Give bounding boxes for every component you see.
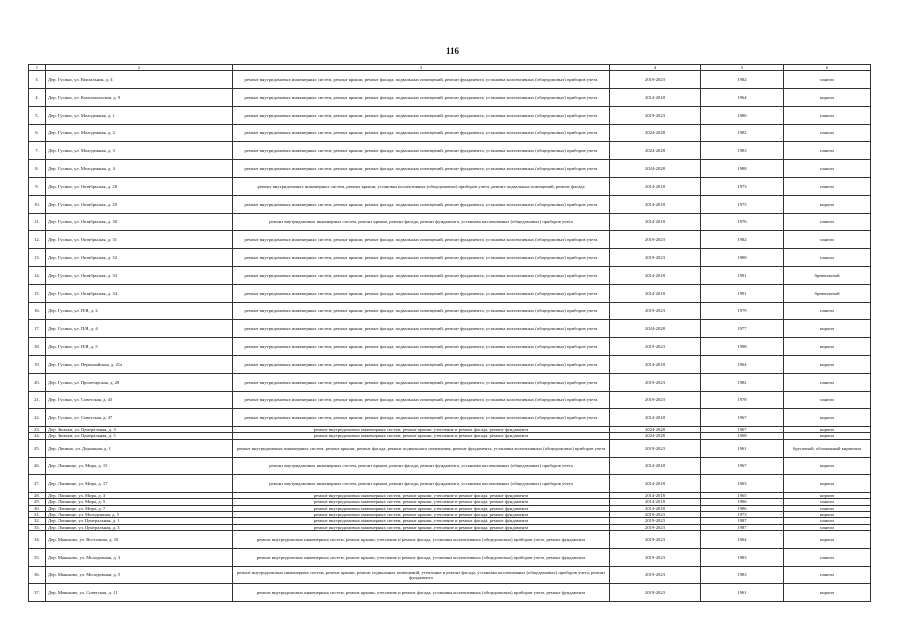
repair-period-cell: 2019-2023 [610, 373, 701, 391]
work-description-cell: ремонт внутридомовых инженерных систем, ремонт крыши, ремонт фасада, подвальных помещений, ремонт фундамента, установка коллективных (общедомовых) приборов учета [233, 391, 610, 409]
address-cell: Дер. Гусино, ул. Молодежная, д. 2 [46, 124, 233, 142]
row-number: 21. [29, 391, 46, 409]
row-number: 10. [29, 195, 46, 213]
table-row [29, 231, 871, 249]
build-year-cell: 1963 [701, 475, 784, 493]
column-header: 1 [29, 65, 46, 71]
address-cell: Дер. Гусино, ул. Октябрьская, д. 29 [46, 195, 233, 213]
repair-period-cell: 2024-2028 [610, 427, 701, 433]
wall-material-cell: панели [784, 213, 871, 231]
table-row [29, 373, 871, 391]
wall-material-cell: панели [784, 505, 871, 511]
wall-material-cell: кирпич [784, 427, 871, 433]
repair-period-cell: 2024-2028 [610, 124, 701, 142]
build-year-cell: 1973 [701, 177, 784, 195]
wall-material-cell: панели [784, 499, 871, 505]
repair-period-cell: 2019-2023 [610, 439, 701, 457]
table-row [29, 584, 871, 602]
wall-material-cell: панели [784, 249, 871, 267]
repair-period-cell: 2019-2023 [610, 524, 701, 530]
row-number: 4. [29, 89, 46, 107]
repair-period-cell: 2014-2018 [610, 89, 701, 107]
row-number: 7. [29, 142, 46, 160]
wall-material-cell: бревенчатый [784, 284, 871, 302]
housing-repair-table [28, 64, 871, 602]
build-year-cell: 1983 [701, 548, 784, 566]
row-number: 37. [29, 584, 46, 602]
work-description-cell: ремонт внутридомовых инженерных систем, ремонт крыши, ремонт фасада, подвальных помещений, ремонт фундамента, установка коллективных (общедомовых) приборов учета [233, 249, 610, 267]
work-description-cell: ремонт внутридомовых инженерных систем, ремонт крыши, ремонт фасада, подвальных помещений, ремонт фундамента, установка коллективных (общедомовых) приборов учета [233, 160, 610, 178]
repair-period-cell: 2019-2023 [610, 566, 701, 584]
row-number: 6. [29, 124, 46, 142]
row-number: 23. [29, 427, 46, 433]
wall-material-cell: кирпич [784, 512, 871, 518]
address-cell: Дер. Гусино, ул. Октябрьская, д. 31 [46, 231, 233, 249]
build-year-cell: 1975 [701, 195, 784, 213]
build-year-cell: 1986 [701, 499, 784, 505]
build-year-cell: 1991 [701, 284, 784, 302]
address-cell: Дер. Гусино, ул. Молодежная, д. 1 [46, 106, 233, 124]
work-description-cell: ремонт внутридомовых инженерных систем, ремонт крыши, утепление и ремонт фасада, ремонт фундамента [233, 499, 610, 505]
address-cell: Дер. Зюзьки, ул. Центральная, д. 3 [46, 427, 233, 433]
wall-material-cell: панели [784, 373, 871, 391]
build-year-cell: 1980 [701, 106, 784, 124]
wall-material-cell: кирпич [784, 355, 871, 373]
build-year-cell: 1967 [701, 409, 784, 427]
wall-material-cell: панели [784, 518, 871, 524]
work-description-cell: ремонт внутридомовых инженерных систем, ремонт крыши, ремонт фасада, подвальных помещений, ремонт фундамента, установка коллективных (общедомовых) приборов учета [233, 124, 610, 142]
wall-material-cell: панели [784, 302, 871, 320]
address-cell: Дер. Маньково, ул. Молодежная, д. 5 [46, 566, 233, 584]
repair-period-cell: 2019-2023 [610, 249, 701, 267]
build-year-cell: 1991 [701, 266, 784, 284]
build-year-cell: 1982 [701, 373, 784, 391]
build-year-cell: 1964 [701, 355, 784, 373]
table-row [29, 142, 871, 160]
work-description-cell: ремонт внутридомовых инженерных систем, ремонт крыши, ремонт фасада, ремонт фундамента, установка коллективных (общедомовых) приборов учета [233, 457, 610, 475]
address-cell: Дер. Гусино, ул. Молодежная, д. 4 [46, 160, 233, 178]
build-year-cell: 1998 [701, 338, 784, 356]
repair-period-cell: 2019-2023 [610, 338, 701, 356]
work-description-cell: ремонт внутридомовых инженерных систем, ремонт крыши, утепление и ремонт фасада, ремонт фундамента [233, 505, 610, 511]
row-number: 30. [29, 505, 46, 511]
table-row [29, 249, 871, 267]
wall-material-cell: кирпич [784, 584, 871, 602]
address-cell: Дер. Лоинище, ул. Мира, д. 3 [46, 493, 233, 499]
build-year-cell: 1964 [701, 530, 784, 548]
row-number: 5. [29, 106, 46, 124]
work-description-cell: ремонт внутридомовых инженерных систем, ремонт крыши, утепление и ремонт фасада, ремонт фундамента [233, 433, 610, 439]
work-description-cell: ремонт внутридомовых инженерных систем, ремонт крыши, ремонт подвальных помещений, утепление и ремонт фасада, установка коллективных (общедомовых) приборов учета, ремонт фундамента [233, 566, 610, 584]
row-number: 8. [29, 160, 46, 178]
table-row [29, 89, 871, 107]
repair-period-cell: 2014-2018 [610, 266, 701, 284]
build-year-cell: 1979 [701, 302, 784, 320]
row-number: 12. [29, 231, 46, 249]
work-description-cell: ремонт внутридомовых инженерных систем, ремонт крыши, ремонт фасада, подвальных помещений, ремонт фундамента, установка коллективных (общедомовых) приборов учета [233, 231, 610, 249]
table-row [29, 355, 871, 373]
row-number: 9. [29, 177, 46, 195]
row-number: 17. [29, 320, 46, 338]
build-year-cell: 1982 [701, 71, 784, 89]
table-row [29, 213, 871, 231]
address-cell: Дер. Маньково, ул. Советская, д. 11 [46, 584, 233, 602]
build-year-cell: 1982 [701, 231, 784, 249]
wall-material-cell: брусчатый, обложенный кирпичом [784, 439, 871, 457]
work-description-cell: ремонт внутридомовых инженерных систем, ремонт крыши, ремонт фасада, подвальных помещений, ремонт фундамента, установка коллективных (общедомовых) приборов учета [233, 266, 610, 284]
row-number: 20. [29, 373, 46, 391]
page-number: 116 [445, 46, 459, 56]
table-row [29, 475, 871, 493]
row-number: 28. [29, 493, 46, 499]
row-number: 32. [29, 518, 46, 524]
wall-material-cell: панели [784, 124, 871, 142]
table-row [29, 566, 871, 584]
address-cell: Дер. Зюзьки, ул. Центральная, д. 5 [46, 433, 233, 439]
address-cell: Дер. Лоинище, ул. Мира, д. 5 [46, 499, 233, 505]
work-description-cell: ремонт внутридомовых инженерных систем, ремонт крыши, ремонт фасада, подвальных помещений, ремонт фундамента, установка коллективных (общедомовых) приборов учета [233, 320, 610, 338]
repair-period-cell: 2019-2023 [610, 71, 701, 89]
table-row [29, 548, 871, 566]
address-cell: Дер. Лоинище, ул. Молодежная, д. 5 [46, 512, 233, 518]
wall-material-cell: панели [784, 177, 871, 195]
build-year-cell: 1977 [701, 320, 784, 338]
address-cell: Дер. Гусино, ул. Пролетарская, д. 28 [46, 373, 233, 391]
build-year-cell: 1987 [701, 518, 784, 524]
repair-period-cell: 2014-2018 [610, 457, 701, 475]
build-year-cell: 1983 [701, 142, 784, 160]
table-row [29, 302, 871, 320]
address-cell: Дер. Гусино, ул. П/Я, д. 5 [46, 338, 233, 356]
build-year-cell: 1987 [701, 524, 784, 530]
address-cell: Дер. Маньково, ул. Восточная, д. 10 [46, 530, 233, 548]
work-description-cell: ремонт внутридомовых инженерных систем, ремонт крыши, установка коллективных (общедомовых) приборов учета, ремонт подвальных помещений, ремонт фасада [233, 177, 610, 195]
wall-material-cell: кирпич [784, 475, 871, 493]
wall-material-cell: панели [784, 160, 871, 178]
repair-period-cell: 2019-2023 [610, 548, 701, 566]
row-number: 34. [29, 530, 46, 548]
row-number: 33. [29, 524, 46, 530]
column-header: 2 [46, 65, 233, 71]
wall-material-cell: панели [784, 231, 871, 249]
build-year-cell: 1961 [701, 439, 784, 457]
wall-material-cell: кирпич [784, 195, 871, 213]
repair-period-cell: 2019-2023 [610, 530, 701, 548]
address-cell: Дер. Липино, ул. Дорожная, д. 1 [46, 439, 233, 457]
column-header: 3 [233, 65, 610, 71]
row-number: 11. [29, 213, 46, 231]
row-number: 29. [29, 499, 46, 505]
address-cell: Дер. Гусино, ул. Советская, д. 47 [46, 409, 233, 427]
table-row [29, 530, 871, 548]
repair-period-cell: 2019-2023 [610, 584, 701, 602]
table-row [29, 266, 871, 284]
work-description-cell: ремонт внутридомовых инженерных систем, ремонт крыши, ремонт фасада, подвальных помещений, ремонт фундамента, установка коллективных (общедомовых) приборов учета [233, 302, 610, 320]
wall-material-cell: кирпич [784, 89, 871, 107]
build-year-cell: 1961 [701, 584, 784, 602]
row-number: 25. [29, 439, 46, 457]
table-row [29, 71, 871, 89]
repair-period-cell: 2014-2018 [610, 493, 701, 499]
repair-period-cell: 2014-2018 [610, 284, 701, 302]
address-cell: Дер. Лоинище, ул. Центральная, д. 3 [46, 524, 233, 530]
table-row [29, 338, 871, 356]
table-row [29, 439, 871, 457]
address-cell: Дер. Гусино, ул. Молодежная, д. 3 [46, 142, 233, 160]
work-description-cell: ремонт внутридомовых инженерных систем, ремонт крыши, ремонт фасада, подвальных помещений, ремонт фундамента, установка коллективных (общедомовых) приборов учета [233, 355, 610, 373]
address-cell: Дер. Гусино, ул. Комсомольская, д. 9 [46, 89, 233, 107]
repair-period-cell: 2014-2018 [610, 499, 701, 505]
work-description-cell: ремонт внутридомовых инженерных систем, ремонт крыши, ремонт фасада, подвальных помещений, ремонт фундамента, установка коллективных (общедомовых) приборов учета [233, 106, 610, 124]
address-cell: Дер. Лоинище, ул. Мира, д. 17 [46, 475, 233, 493]
build-year-cell: 1964 [701, 89, 784, 107]
build-year-cell: 1973 [701, 512, 784, 518]
work-description-cell: ремонт внутридомовых инженерных систем, ремонт крыши, ремонт фасада, подвальных помещений, ремонт фундамента, установка коллективных (общедомовых) приборов учета [233, 195, 610, 213]
repair-period-cell: 2024-2028 [610, 433, 701, 439]
address-cell: Дер. Гусино, ул. П/Я, д. 2 [46, 302, 233, 320]
work-description-cell: ремонт внутридомовых инженерных систем, ремонт крыши, утепление и ремонт фасада, ремонт фундамента [233, 493, 610, 499]
repair-period-cell: 2014-2018 [610, 475, 701, 493]
row-number: 36. [29, 566, 46, 584]
repair-period-cell: 2014-2018 [610, 177, 701, 195]
wall-material-cell: бревенчатый [784, 266, 871, 284]
wall-material-cell: кирпич [784, 433, 871, 439]
table-row [29, 195, 871, 213]
work-description-cell: ремонт внутридомовых инженерных систем, ремонт крыши, утепление и ремонт фасада, установка коллективных (общедомовых) приборов учета, ремонт фундамента [233, 530, 610, 548]
build-year-cell: 1968 [701, 433, 784, 439]
wall-material-cell: кирпич [784, 457, 871, 475]
repair-period-cell: 2014-2018 [610, 409, 701, 427]
table-row [29, 409, 871, 427]
repair-period-cell: 2014-2018 [610, 195, 701, 213]
row-number: 19. [29, 355, 46, 373]
row-number: 27. [29, 475, 46, 493]
address-cell: Дер. Гусино, ул. Октябрьская, д. 28 [46, 177, 233, 195]
work-description-cell: ремонт внутридомовых инженерных систем, ремонт крыши, ремонт фасада, ремонт подвального помещения, ремонт фундамента, установка коллективных (общедомовых) приборов учета [233, 439, 610, 457]
wall-material-cell: кирпич [784, 320, 871, 338]
work-description-cell: ремонт внутридомовых инженерных систем, ремонт крыши, ремонт фасада, подвальных помещений, ремонт фундамента, установка коллективных (общедомовых) приборов учета [233, 142, 610, 160]
repair-period-cell: 2014-2018 [610, 505, 701, 511]
build-year-cell: 1983 [701, 566, 784, 584]
work-description-cell: ремонт внутридомовых инженерных систем, ремонт крыши, утепление и ремонт фасада, ремонт фундамента [233, 524, 610, 530]
row-number: 24. [29, 433, 46, 439]
address-cell: Дер. Лоинище, ул. Мира, д. 7 [46, 505, 233, 511]
work-description-cell: ремонт внутридомовых инженерных систем, ремонт крыши, утепление и ремонт фасада, установка коллективных (общедомовых) приборов учета, ремонт фундамента [233, 584, 610, 602]
build-year-cell: 1982 [701, 124, 784, 142]
work-description-cell: ремонт внутридомовых инженерных систем, ремонт крыши, ремонт фасада, ремонт фундамента, установка коллективных (общедомовых) приборов учета [233, 213, 610, 231]
row-number: 13. [29, 249, 46, 267]
repair-period-cell: 2019-2023 [610, 518, 701, 524]
row-number: 26. [29, 457, 46, 475]
work-description-cell: ремонт внутридомовых инженерных систем, ремонт крыши, ремонт фасада, подвальных помещений, ремонт фундамента, установка коллективных (общедомовых) приборов учета [233, 338, 610, 356]
table-row [29, 106, 871, 124]
work-description-cell: ремонт внутридомовых инженерных систем, ремонт крыши, утепление и ремонт фасада, ремонт фундамента [233, 427, 610, 433]
row-number: 3. [29, 71, 46, 89]
wall-material-cell: кирпич [784, 530, 871, 548]
build-year-cell: 1978 [701, 391, 784, 409]
address-cell: Дер. Гусино, ул. Первомайская, д. 21а [46, 355, 233, 373]
address-cell: Дер. Лоинище, ул. Центральная, д. 1 [46, 518, 233, 524]
work-description-cell: ремонт внутридомовых инженерных систем, ремонт крыши, ремонт фасада, подвальных помещений, ремонт фундамента, установка коллективных (общедомовых) приборов учета [233, 373, 610, 391]
build-year-cell: 1986 [701, 505, 784, 511]
row-number: 18. [29, 338, 46, 356]
table-row [29, 391, 871, 409]
address-cell: Дер. Гусино, ул. Октябрьская, д. 30 [46, 213, 233, 231]
row-number: 22. [29, 409, 46, 427]
column-header: 5 [701, 65, 784, 71]
table-row [29, 177, 871, 195]
table-row [29, 124, 871, 142]
repair-period-cell: 2019-2023 [610, 302, 701, 320]
address-cell: Дер. Маньково, ул. Молодежная, д. 3 [46, 548, 233, 566]
repair-period-cell: 2024-2028 [610, 320, 701, 338]
build-year-cell: 1976 [701, 213, 784, 231]
repair-period-cell: 2019-2023 [610, 512, 701, 518]
wall-material-cell: панели [784, 106, 871, 124]
address-cell: Дер. Лоинище, ул. Мира, д. 15 [46, 457, 233, 475]
wall-material-cell: панели [784, 142, 871, 160]
work-description-cell: ремонт внутридомовых инженерных систем, ремонт крыши, утепление и ремонт фасада, ремонт фундамента [233, 518, 610, 524]
row-number: 35. [29, 548, 46, 566]
address-cell: Дер. Гусино, ул. Октябрьская, д. 33 [46, 266, 233, 284]
row-number: 14. [29, 266, 46, 284]
work-description-cell: ремонт внутридомовых инженерных систем, ремонт крыши, ремонт фасада, подвальных помещений, ремонт фундамента, установка коллективных (общедомовых) приборов учета [233, 89, 610, 107]
wall-material-cell: панели [784, 391, 871, 409]
wall-material-cell: панели [784, 566, 871, 584]
work-description-cell: ремонт внутридомовых инженерных систем, ремонт крыши, ремонт фасада, подвальных помещений, ремонт фундамента, установка коллективных (общедомовых) приборов учета [233, 71, 610, 89]
wall-material-cell: кирпич [784, 493, 871, 499]
address-cell: Дер. Гусино, ул. П/Я, д. 4 [46, 320, 233, 338]
build-year-cell: 1988 [701, 249, 784, 267]
repair-period-cell: 2019-2023 [610, 106, 701, 124]
row-number: 15. [29, 284, 46, 302]
column-header: 6 [784, 65, 871, 71]
row-number: 16. [29, 302, 46, 320]
work-description-cell: ремонт внутридомовых инженерных систем, ремонт крыши, утепление и ремонт фасада, установка коллективных (общедомовых) приборов учета, ремонт фундамента [233, 548, 610, 566]
row-number: 31. [29, 512, 46, 518]
wall-material-cell: панели [784, 71, 871, 89]
work-description-cell: ремонт внутридомовых инженерных систем, ремонт крыши, ремонт фасада, ремонт фундамента, установка коллективных (общедомовых) приборов учета [233, 475, 610, 493]
column-header: 4 [610, 65, 701, 71]
work-description-cell: ремонт внутридомовых инженерных систем, ремонт крыши, утепление и ремонт фасада, ремонт фундамента [233, 512, 610, 518]
repair-period-cell: 2014-2018 [610, 355, 701, 373]
address-cell: Дер. Гусино, ул. Вокзальная, д. 4 [46, 71, 233, 89]
build-year-cell: 1967 [701, 427, 784, 433]
address-cell: Дер. Гусино, ул. Октябрьская, д. 34 [46, 284, 233, 302]
table-row [29, 320, 871, 338]
repair-period-cell: 2024-2028 [610, 160, 701, 178]
table-row [29, 160, 871, 178]
wall-material-cell: кирпич [784, 338, 871, 356]
table-row [29, 284, 871, 302]
address-cell: Дер. Гусино, ул. Советская, д. 43 [46, 391, 233, 409]
repair-period-cell: 2024-2028 [610, 142, 701, 160]
repair-period-cell: 2014-2018 [610, 213, 701, 231]
work-description-cell: ремонт внутридомовых инженерных систем, ремонт крыши, ремонт фасада, подвальных помещений, ремонт фундамента, установка коллективных (общедомовых) приборов учета [233, 284, 610, 302]
wall-material-cell: панели [784, 524, 871, 530]
repair-period-cell: 2019-2023 [610, 391, 701, 409]
wall-material-cell: кирпич [784, 409, 871, 427]
repair-period-cell: 2019-2023 [610, 231, 701, 249]
build-year-cell: 1967 [701, 457, 784, 475]
work-description-cell: ремонт внутридомовых инженерных систем, ремонт крыши, ремонт фасада, подвальных помещений, ремонт фундамента, установка коллективных (общедомовых) приборов учета [233, 409, 610, 427]
build-year-cell: 1965 [701, 493, 784, 499]
wall-material-cell: панели [784, 548, 871, 566]
address-cell: Дер. Гусино, ул. Октябрьская, д. 32 [46, 249, 233, 267]
table-row [29, 457, 871, 475]
build-year-cell: 1988 [701, 160, 784, 178]
